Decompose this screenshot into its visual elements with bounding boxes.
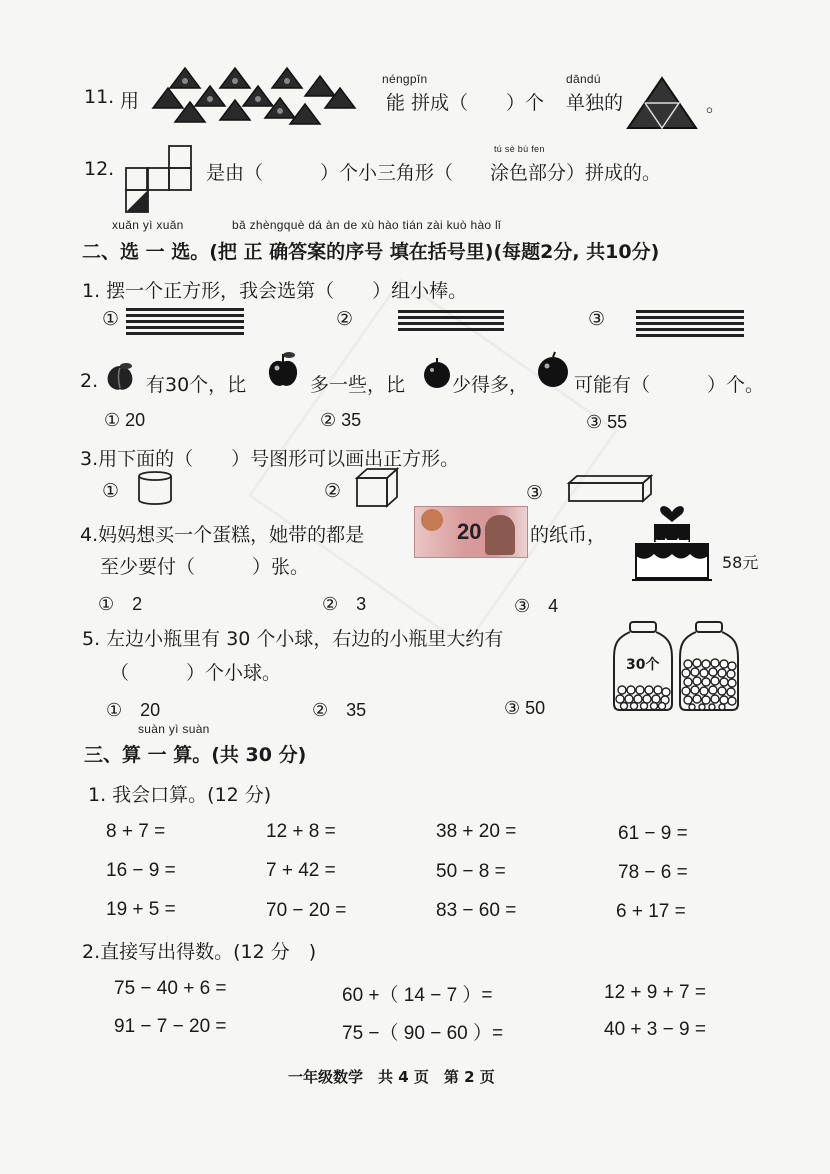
q12-colored: 涂色部分 [490,162,567,184]
calc2-2-2: 75 −（ 90 − 60 ）= [342,1023,504,1044]
s2q1-opt2: ② [336,308,354,330]
s2q5-option-1: ① 20 [106,700,161,720]
s3q1-title: 1. 我会口算。(12 分) [88,784,272,806]
s2q5-text2: （ ）个小球。 [110,662,282,684]
s2q4-option-3: ③ 4 [514,596,559,616]
watermelon-icon [422,358,452,390]
s2q4-text3: 至少要付（ ）张。 [100,556,310,578]
s2q2-option-3: ③ 55 [586,412,628,432]
s2q2-number: 2. [80,370,99,392]
q11-tail: 单独的 [566,92,624,114]
section3-title: 三、算 一 算。(共 30 分) [84,744,307,766]
calc-3-1: 19 + 5 = [106,899,176,920]
melon-icon [536,352,570,388]
s2q1-text: 1. 摆一个正方形，我会选第（ ）组小棒。 [82,280,468,302]
q12-pinyin: tú sè bù fen [494,144,545,154]
banknote-denomination: 20 [457,519,482,544]
q11-lead: 用 [120,90,140,112]
q11-pinyin: néngpīn [382,72,428,86]
s2q3-text: 3.用下面的（ ）号图形可以画出正方形。 [80,448,460,470]
s2q2-text3: 少得多， [452,374,529,396]
big-triangle-figure [626,76,698,130]
calc-2-1: 16 − 9 = [106,860,176,881]
s2q2-text2: 多一些，比 [310,374,406,396]
calc-1-1: 8 + 7 = [106,821,166,842]
page-footer: 一年级数学 共 4 页 第 2 页 [288,1068,495,1086]
calc-1-3: 38 + 20 = [436,821,517,842]
calc2-1-3: 12 + 9 + 7 = [604,982,706,1003]
s2q2-text1: 有30个，比 [146,374,247,396]
s2q3-opt2: ② [324,480,342,502]
q11-pinyin2: dāndú [566,72,601,86]
s2q5-option-3: ③ 50 [504,698,546,718]
calc2-1-2: 60 +（ 14 − 7 ）= [342,985,493,1006]
calc-3-4: 6 + 17 = [616,901,686,922]
section2-title: 二、选 一 选。(把 正 确答案的序号 填在括号里)(每题2分, 共10分) [82,241,660,263]
section2-pinyin2: bǎ zhèngquè dá àn de xù hào tián zài kuò hào lǐ [232,218,501,232]
s2q4-text1: 4.妈妈想买一个蛋糕，她带的都是 [80,524,365,546]
s2q3-opt1: ① [102,480,120,502]
jar-right-icon [678,620,740,712]
calc-1-2: 12 + 8 = [266,821,336,842]
section3-pinyin: suàn yì suàn [138,722,210,736]
peach-icon [104,362,136,392]
calc2-2-3: 40 + 3 − 9 = [604,1019,706,1040]
sticks-group-3 [636,310,744,340]
q11-number: 11. [84,86,115,108]
calc-2-3: 50 − 8 = [436,861,506,882]
cylinder-icon [136,470,174,506]
s3q2-title: 2.直接写出得数。(12 分 ) [82,941,317,963]
calc-2-4: 78 − 6 = [618,862,688,883]
calc-3-2: 70 − 20 = [266,900,347,921]
s2q2-option-1: ① 20 [104,410,146,430]
sticks-group-1 [126,308,244,338]
cake-icon [632,494,712,582]
s2q2-text4: 可能有（ ）个。 [574,374,765,396]
q11-end: 。 [706,94,726,116]
s2q2-option-2: ② 35 [320,410,362,430]
sticks-group-2 [398,310,504,334]
calc-3-3: 83 − 60 = [436,900,517,921]
calc2-2-1: 91 − 7 − 20 = [114,1016,227,1037]
section2-pinyin: xuǎn yì xuǎn [112,218,184,232]
small-triangles-figure [150,66,360,128]
s2q4-option-1: ① 2 [98,594,143,614]
squares-figure [124,144,194,214]
s2q5-text1: 5. 左边小瓶里有 30 个小球，右边的小瓶里大约有 [82,628,504,650]
cake-price: 58元 [722,553,759,572]
apple-icon [266,350,300,390]
q12-tail: ）拼成的。 [566,162,662,184]
calc2-1-1: 75 − 40 + 6 = [114,978,227,999]
s2q1-opt1: ① [102,308,120,330]
s2q4-option-2: ② 3 [322,594,367,614]
banknote-image [414,506,528,558]
q12-number: 12. [84,158,115,180]
s2q1-opt3: ③ [588,308,606,330]
q11-text: 能 拼成（ ）个 [386,92,545,114]
s2q5-option-2: ② 35 [312,700,367,720]
s2q3-opt3: ③ [526,482,544,504]
q12-text: 是由（ ）个小三角形（ [206,162,454,184]
s2q4-text2: 的纸币， [530,524,607,546]
jar-left-label: 30个 [626,657,660,673]
calc-2-2: 7 + 42 = [266,860,336,881]
cube-icon [354,466,400,508]
calc-1-4: 61 − 9 = [618,823,688,844]
